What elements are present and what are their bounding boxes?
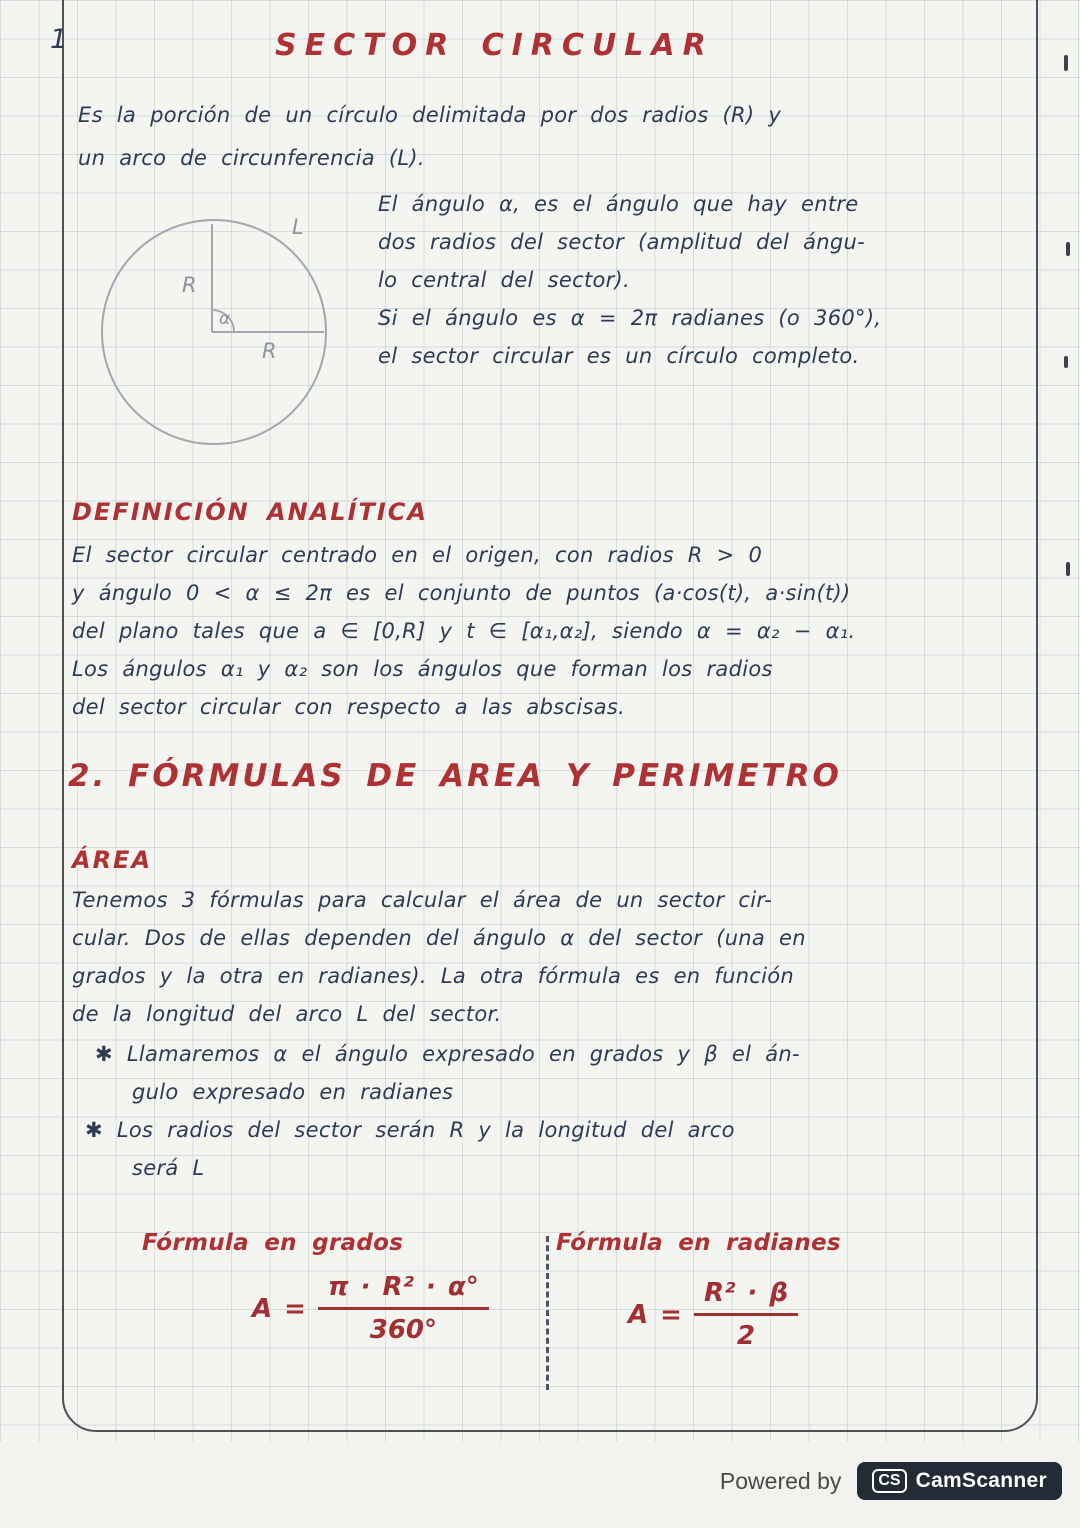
arc-label: L bbox=[292, 215, 304, 239]
camscanner-badge bbox=[857, 1462, 1062, 1500]
intro-line: un arco de circunferencia (L). bbox=[78, 146, 425, 170]
angle-line: el sector circular es un círculo completo. bbox=[378, 344, 860, 368]
angle-line: dos radios del sector (amplitud del ángu- bbox=[378, 230, 866, 254]
scan-artifact bbox=[1064, 55, 1068, 71]
section2-heading: 2. FÓRMULAS DE AREA Y PERIMETRO bbox=[68, 758, 842, 794]
fraction-numerator: π · R² · α° bbox=[318, 1272, 489, 1310]
sector-circle-diagram bbox=[92, 206, 344, 462]
fraction-numerator: R² · β bbox=[694, 1278, 798, 1316]
analytic-line: El sector circular centrado en el origen, con radios R > 0 bbox=[72, 543, 763, 567]
area-line: cular. Dos de ellas dependen del ángulo α del sector (una en bbox=[72, 926, 806, 950]
formula-area-degrees bbox=[252, 1272, 489, 1345]
camscanner-brand-label: CamScanner bbox=[915, 1469, 1047, 1492]
area-line: grados y la otra en radianes). La otra fórmula es en función bbox=[72, 964, 795, 988]
analytic-line: del plano tales que a ∈ [0,R] y t ∈ [α₁,α₂], siendo α = α₂ − α₁. bbox=[72, 619, 856, 643]
scan-artifact bbox=[1064, 356, 1068, 368]
camscanner-footer bbox=[720, 1462, 1062, 1500]
formula-area-radians bbox=[628, 1278, 798, 1351]
formula-radians-title: Fórmula en radianes bbox=[556, 1230, 841, 1256]
analytic-line: Los ángulos α₁ y α₂ son los ángulos que forman los radios bbox=[72, 657, 773, 681]
note-line: será L bbox=[132, 1156, 205, 1180]
radius-label: R bbox=[262, 339, 277, 363]
fraction-denominator: 2 bbox=[736, 1321, 756, 1351]
page-number: 1 bbox=[50, 24, 68, 55]
angle-line: lo central del sector). bbox=[378, 268, 631, 292]
angle-line: Si el ángulo es α = 2π radianes (o 360°), bbox=[378, 306, 882, 330]
camscanner-logo-icon: CS bbox=[872, 1469, 906, 1493]
note-line: gulo expresado en radianes bbox=[132, 1080, 454, 1104]
powered-by-label: Powered by bbox=[719, 1467, 842, 1494]
analytic-heading: DEFINICIÓN ANALÍTICA bbox=[72, 498, 428, 526]
angle-label: α bbox=[219, 309, 231, 329]
formula-degrees-title: Fórmula en grados bbox=[142, 1230, 404, 1256]
note-line: ✱ Los radios del sector serán R y la longitud del arco bbox=[85, 1118, 735, 1142]
analytic-line: y ángulo 0 < α ≤ 2π es el conjunto de puntos (a·cos(t), a·sin(t)) bbox=[72, 581, 851, 605]
analytic-line: del sector circular con respecto a las abscisas. bbox=[72, 695, 626, 719]
formula-lhs: A = bbox=[252, 1293, 306, 1324]
scan-artifact bbox=[1066, 562, 1070, 576]
fraction bbox=[318, 1272, 489, 1345]
note-line: ✱ Llamaremos α el ángulo expresado en grados y β el án- bbox=[95, 1042, 800, 1066]
fraction-denominator: 360° bbox=[369, 1315, 438, 1345]
radius-label: R bbox=[182, 273, 197, 297]
area-heading: ÁREA bbox=[72, 846, 153, 874]
area-line: Tenemos 3 fórmulas para calcular el área de un sector cir- bbox=[72, 888, 773, 912]
scan-artifact bbox=[1066, 242, 1070, 256]
formula-lhs: A = bbox=[628, 1299, 682, 1330]
area-line: de la longitud del arco L del sector. bbox=[72, 1002, 502, 1026]
fraction bbox=[694, 1278, 798, 1351]
angle-line: El ángulo α, es el ángulo que hay entre bbox=[378, 192, 859, 216]
page-title: SECTOR CIRCULAR bbox=[275, 28, 714, 63]
intro-line: Es la porción de un círculo delimitada por dos radios (R) y bbox=[78, 103, 782, 127]
formula-divider bbox=[546, 1236, 549, 1390]
